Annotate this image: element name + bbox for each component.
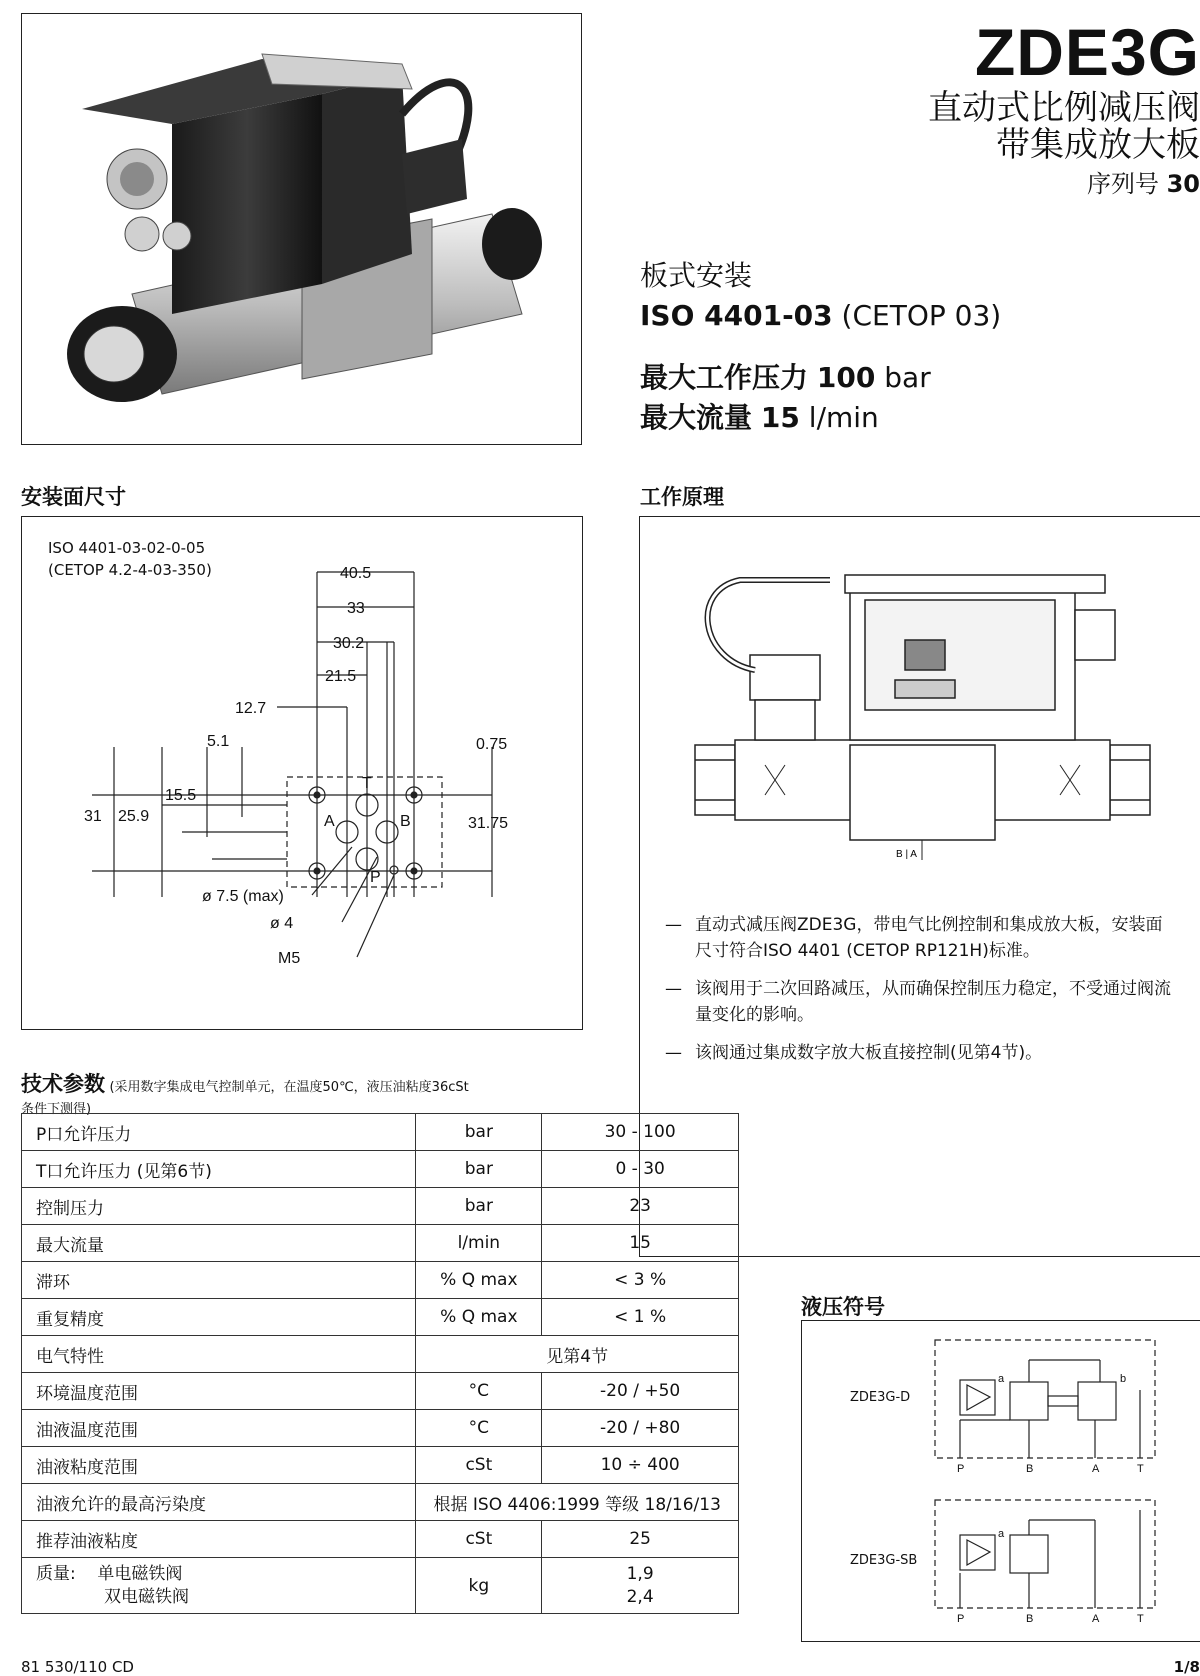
bullet-item: — 直动式减压阀ZDE3G，带电气比例控制和集成放大板，安装面尺寸符合ISO 4401 (CETOP RP121H)标准。 xyxy=(665,915,1163,961)
table-row xyxy=(22,1447,739,1484)
param-unit: bar xyxy=(416,1114,542,1151)
bullet-item: — 该阀用于二次回路减压，从而确保控制压力稳定，不受通过阀流量变化的影响。 xyxy=(665,979,1171,1025)
principle-heading: 工作原理 xyxy=(640,485,724,509)
port-b: B xyxy=(1026,1463,1034,1475)
port-label-a: A xyxy=(324,813,335,830)
symbol-label-d: ZDE3G-D xyxy=(850,1390,911,1405)
port-a: A xyxy=(1092,1613,1100,1625)
solenoid-a-label: a xyxy=(998,1373,1005,1385)
param-name: 油液允许的最高污染度 xyxy=(22,1484,416,1521)
mounting-drawing-frame xyxy=(21,516,583,1030)
max-pressure: 最大工作压力 100 bar xyxy=(640,361,931,394)
port-t: T xyxy=(1137,1613,1144,1625)
param-unit: % Q max xyxy=(416,1299,542,1336)
dim-40-5: 40.5 xyxy=(340,565,372,582)
iso-standard: ISO 4401-03 (CETOP 03) xyxy=(640,299,1002,332)
param-unit: °C xyxy=(416,1373,542,1410)
port-p: P xyxy=(957,1613,965,1625)
table-row xyxy=(22,1225,739,1262)
dim-hole: ø 7.5 (max) xyxy=(202,888,284,905)
mounting-std-2: (CETOP 4.2-4-03-350) xyxy=(48,561,212,579)
param-unit: bar xyxy=(416,1151,542,1188)
table-row-mass xyxy=(22,1558,739,1614)
principle-bullets xyxy=(665,912,1175,1066)
param-name: 滞环 xyxy=(22,1262,416,1299)
param-name: 环境温度范围 xyxy=(22,1373,416,1410)
tech-heading-block xyxy=(21,1068,471,1118)
dim-screw: M5 xyxy=(278,950,301,967)
product-photo xyxy=(22,14,580,443)
dim-21-5: 21.5 xyxy=(325,668,357,685)
param-name: 电气特性 xyxy=(22,1336,416,1373)
param-unit: bar xyxy=(416,1188,542,1225)
dim-pin: ø 4 xyxy=(270,915,294,932)
solenoid-a-label: a xyxy=(998,1528,1005,1540)
table-row xyxy=(22,1151,739,1188)
hydraulic-heading: 液压符号 xyxy=(801,1295,885,1319)
table-row xyxy=(22,1188,739,1225)
max-flow: 最大流量 15 l/min xyxy=(640,401,879,434)
param-name: T口允许压力 (见第6节) xyxy=(22,1151,416,1188)
dim-15-5: 15.5 xyxy=(165,787,197,804)
port-p: P xyxy=(957,1463,965,1475)
tech-note: (采用数字集成电气控制单元，在温度50℃，液压油粘度36cSt条件下测得) xyxy=(21,1080,469,1117)
param-unit: cSt xyxy=(416,1447,542,1484)
param-value: < 3 % xyxy=(542,1262,739,1299)
port-t: T xyxy=(1137,1463,1144,1475)
principle-drawing xyxy=(680,570,1200,870)
product-photo-frame xyxy=(21,13,582,445)
dim-31: 31 xyxy=(84,808,102,825)
doc-code: 81 530/110 CD xyxy=(21,1658,134,1676)
dim-33: 33 xyxy=(347,600,365,617)
hydraulic-symbols xyxy=(930,1330,1200,1640)
dim-25-9: 25.9 xyxy=(118,808,150,825)
param-name: 油液粘度范围 xyxy=(22,1447,416,1484)
page-number: 1/8 xyxy=(1173,1658,1200,1676)
mass-unit: kg xyxy=(416,1558,542,1614)
mounting-surface-drawing xyxy=(22,517,580,1027)
table-row xyxy=(22,1373,739,1410)
param-value: 10 ÷ 400 xyxy=(542,1447,739,1484)
param-merged-value: 根据 ISO 4406:1999 等级 18/16/13 xyxy=(416,1484,739,1521)
bullet-item: — 该阀通过集成数字放大板直接控制(见第4节)。 xyxy=(665,1043,1043,1063)
principle-port-labels: B | A xyxy=(896,849,917,860)
table-row xyxy=(22,1299,739,1336)
table-row xyxy=(22,1484,739,1521)
port-label-b: B xyxy=(400,813,411,830)
table-row xyxy=(22,1262,739,1299)
tech-params-table xyxy=(21,1113,739,1614)
dim-5-1: 5.1 xyxy=(207,733,230,750)
port-label-t: T xyxy=(362,775,372,792)
dim-12-7: 12.7 xyxy=(235,700,267,717)
param-value: 23 xyxy=(542,1188,739,1225)
product-subtitle-cn: 带集成放大板 xyxy=(996,125,1200,165)
param-unit: l/min xyxy=(416,1225,542,1262)
table-row xyxy=(22,1521,739,1558)
param-name: 重复精度 xyxy=(22,1299,416,1336)
param-name: 控制压力 xyxy=(22,1188,416,1225)
mount-type: 板式安装 xyxy=(640,259,753,292)
param-value: -20 / +80 xyxy=(542,1410,739,1447)
mass-param: 质量: 单电磁铁阀 双电磁铁阀 xyxy=(22,1558,416,1614)
param-unit: cSt xyxy=(416,1521,542,1558)
param-name: P口允许压力 xyxy=(22,1114,416,1151)
param-value: 30 - 100 xyxy=(542,1114,739,1151)
dim-30-2: 30.2 xyxy=(333,635,365,652)
param-value: < 1 % xyxy=(542,1299,739,1336)
mounting-std-1: ISO 4401-03-02-0-05 xyxy=(48,539,206,557)
series-value: 30 xyxy=(1166,170,1200,198)
dim-0-75: 0.75 xyxy=(476,736,508,753)
port-b: B xyxy=(1026,1613,1034,1625)
param-name: 推荐油液粘度 xyxy=(22,1521,416,1558)
param-value: -20 / +50 xyxy=(542,1373,739,1410)
port-label-p: P xyxy=(370,869,381,886)
param-value: 25 xyxy=(542,1521,739,1558)
mounting-heading: 安装面尺寸 xyxy=(21,485,126,509)
tech-heading: 技术参数 xyxy=(21,1072,105,1096)
symbol-label-sb: ZDE3G-SB xyxy=(850,1553,918,1568)
param-unit: % Q max xyxy=(416,1262,542,1299)
param-value: 0 - 30 xyxy=(542,1151,739,1188)
table-row xyxy=(22,1336,739,1373)
param-merged-value: 见第4节 xyxy=(416,1336,739,1373)
dim-31-75: 31.75 xyxy=(468,815,509,832)
port-a: A xyxy=(1092,1463,1100,1475)
mass-values: 1,9 2,4 xyxy=(542,1558,739,1614)
product-name-cn: 直动式比例减压阀 xyxy=(928,88,1200,128)
solenoid-b-label: b xyxy=(1120,1373,1127,1385)
param-value: 15 xyxy=(542,1225,739,1262)
spec-block xyxy=(640,256,1001,438)
table-row xyxy=(22,1114,739,1151)
series-label: 序列号 xyxy=(1086,170,1159,198)
param-unit: °C xyxy=(416,1410,542,1447)
product-model: ZDE3G xyxy=(974,15,1200,89)
param-name: 油液温度范围 xyxy=(22,1410,416,1447)
series-number xyxy=(1087,164,1200,199)
param-name: 最大流量 xyxy=(22,1225,416,1262)
table-row xyxy=(22,1410,739,1447)
